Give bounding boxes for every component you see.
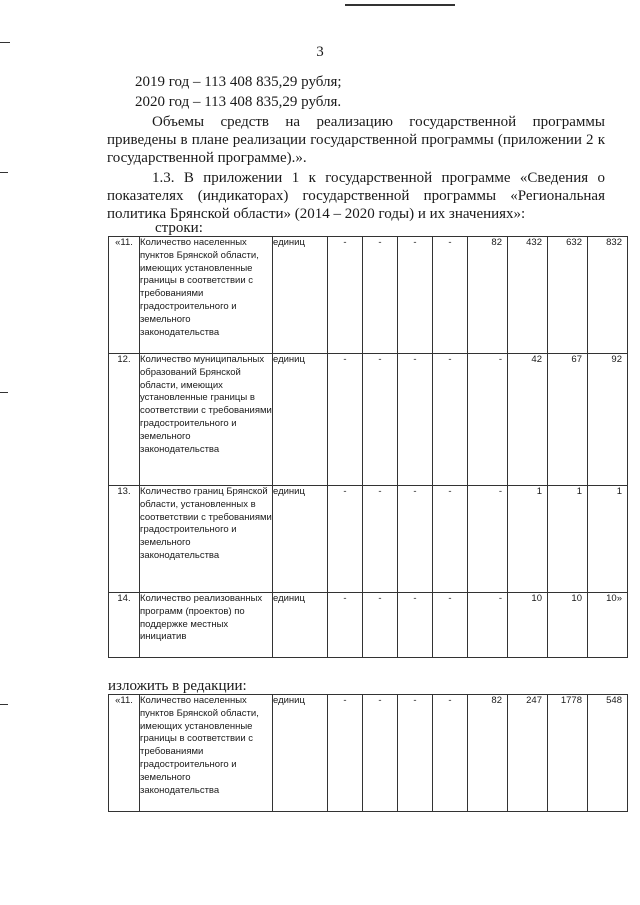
table-row	[109, 237, 628, 354]
amount-2020: 2020 год – 113 408 835,29 рубля.	[135, 94, 342, 110]
value-cell: -	[468, 486, 508, 593]
scan-edge-top	[345, 4, 455, 6]
value-cell: 1	[588, 486, 628, 593]
paragraph-volumes: Объемы средств на реализацию государственной программы приведены в плане реализации государственной программы (приложении 2 к государственной программе).».	[107, 114, 605, 166]
unit-cell: единиц	[273, 695, 328, 812]
value-cell: -	[433, 695, 468, 812]
value-cell: 832	[588, 237, 628, 354]
table-row	[109, 354, 628, 486]
value-cell: -	[328, 237, 363, 354]
indicators-table-new	[108, 694, 628, 812]
paragraph-1-3: 1.3. В приложении 1 к государственной программе «Сведения о показателях (индикаторах) государственной программы «Региональная политика Брянской области» (2014 – 2020 годы) и их значениях»:	[107, 170, 605, 222]
value-cell: -	[328, 486, 363, 593]
unit-cell: единиц	[273, 237, 328, 354]
value-cell: -	[398, 695, 433, 812]
value-cell: 82	[468, 695, 508, 812]
table-row	[109, 593, 628, 658]
value-cell: -	[363, 593, 398, 658]
table-row	[109, 486, 628, 593]
value-cell: 632	[548, 237, 588, 354]
label-replace: изложить в редакции:	[108, 678, 247, 694]
value-cell: 10	[548, 593, 588, 658]
value-cell: 432	[508, 237, 548, 354]
unit-cell: единиц	[273, 486, 328, 593]
value-cell: -	[328, 354, 363, 486]
indicator-name: Количество населенных пунктов Брянской области, имеющих установленные границы в соответствии с требованиями градостроительного и земельного законодательства	[140, 237, 273, 354]
unit-cell: единиц	[273, 354, 328, 486]
indicator-name: Количество населенных пунктов Брянской области, имеющих установленные границы в соответствии с требованиями градостроительного и земельного законодательства	[140, 695, 273, 812]
value-cell: 1	[508, 486, 548, 593]
label-rows: строки:	[155, 220, 203, 236]
value-cell: -	[468, 354, 508, 486]
value-cell: -	[363, 354, 398, 486]
value-cell: -	[433, 593, 468, 658]
value-cell: 247	[508, 695, 548, 812]
indicator-name: Количество границ Брянской области, установленных в соответствии с требованиями градостроительного и земельного законодательства	[140, 486, 273, 593]
value-cell: -	[433, 486, 468, 593]
scan-edge-mark	[0, 42, 10, 43]
indicator-name: Количество реализованных программ (проектов) по поддержке местных инициатив	[140, 593, 273, 658]
value-cell: -	[468, 593, 508, 658]
value-cell: 1778	[548, 695, 588, 812]
indicator-name: Количество муниципальных образований Брянской области, имеющих установленные границы в соответствии с требованиями градостроительного и земельного законодательства	[140, 354, 273, 486]
value-cell: -	[363, 486, 398, 593]
value-cell: -	[398, 593, 433, 658]
value-cell: -	[398, 486, 433, 593]
value-cell: 82	[468, 237, 508, 354]
value-cell: 10»	[588, 593, 628, 658]
value-cell: -	[398, 354, 433, 486]
row-number: 12.	[109, 354, 140, 486]
row-number: «11.	[109, 695, 140, 812]
table-row	[109, 695, 628, 812]
row-number: «11.	[109, 237, 140, 354]
row-number: 14.	[109, 593, 140, 658]
scan-edge-mark	[0, 704, 8, 705]
value-cell: 67	[548, 354, 588, 486]
value-cell: -	[363, 695, 398, 812]
page-number: 3	[316, 44, 324, 60]
value-cell: 548	[588, 695, 628, 812]
value-cell: -	[363, 237, 398, 354]
value-cell: -	[328, 593, 363, 658]
value-cell: -	[328, 695, 363, 812]
value-cell: -	[433, 237, 468, 354]
value-cell: -	[398, 237, 433, 354]
scan-edge-mark	[0, 392, 8, 393]
scan-edge-mark	[0, 172, 8, 173]
indicators-table-old	[108, 236, 628, 658]
unit-cell: единиц	[273, 593, 328, 658]
value-cell: 42	[508, 354, 548, 486]
row-number: 13.	[109, 486, 140, 593]
value-cell: 1	[548, 486, 588, 593]
value-cell: 10	[508, 593, 548, 658]
value-cell: -	[433, 354, 468, 486]
value-cell: 92	[588, 354, 628, 486]
amount-2019: 2019 год – 113 408 835,29 рубля;	[135, 74, 342, 90]
